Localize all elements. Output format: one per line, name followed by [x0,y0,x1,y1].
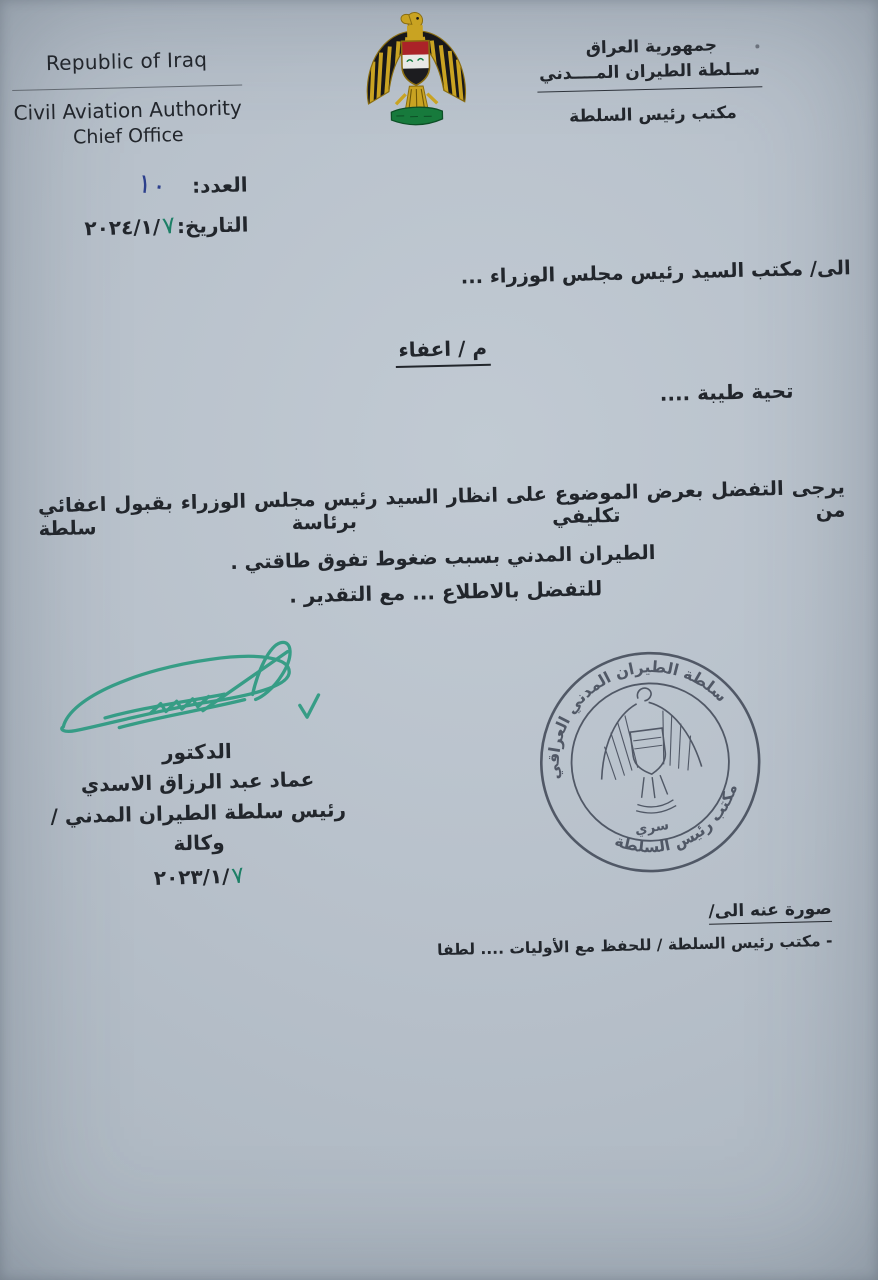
country-name-en: Republic of Iraq [45,47,208,76]
number-label: العدد: [191,172,248,198]
english-letterhead [11,47,243,150]
stamp-center-word: سري [633,817,671,839]
authority-name-ar: ســلطة الطيران المــــدني [537,57,763,93]
handwritten-date-day: ٧ [160,210,177,241]
signatory-position: رئيس سلطة الطيران المدني / وكالة [50,797,347,856]
closing-line: للتفضل بالاطلاع ... مع التقدير . [288,576,603,608]
greeting-line: تحية طيبة .... [659,378,794,406]
body-line-2: الطيران المدني بسبب ضغوط تفوق طاقتي . [230,540,656,574]
stamp-bottom-arc-text: مكتب رئيس السلطة [612,781,742,857]
official-round-stamp [531,642,770,881]
stamp-eagle-icon [591,682,707,819]
handwritten-number: ١٠ [135,167,168,203]
reference-number-row [42,167,248,203]
country-name-ar: جمهورية العراق [585,35,718,59]
reference-block [42,167,249,242]
arabic-letterhead [538,32,763,130]
office-name-en: Chief Office [72,123,184,149]
body-line-1: يرجى التفضل بعرض الموضوع على انظار السيد رئيس مجلس الوزراء بقبول اعفائي من تكليفي برئاسة سلطة [37,475,846,541]
authority-name-en: Civil Aviation Authority [13,95,243,125]
signature-month-year: ٢٠٢٣/١/ [153,863,230,890]
cc-item: - مكتب رئيس السلطة / للحفظ مع الأوليات .... لطفا [436,931,833,960]
reference-date-row [43,209,249,242]
scan-speck [755,44,759,48]
svg-text:مكتب رئيس السلطة [607,776,755,878]
date-month-year: ٢٠٢٤/١/ [84,214,161,241]
signatory-block [21,733,377,899]
office-name-ar: مكتب رئيس السلطة [568,103,738,128]
addressee-line: الى/ مكتب السيد رئيس مجلس الوزراء ... [460,256,851,289]
signatory-title: الدكتور [161,738,233,765]
cc-heading: صورة عنه الى/ [708,899,832,925]
handwritten-signature-day: ٧ [229,861,246,890]
stamp-top-arc-text: سلطة الطيران المدني العراقي [543,656,732,781]
svg-text:سلطة الطيران المدني العراقي [531,642,735,786]
date-label: التاريخ: [176,212,249,239]
subject-line: م / اعفاء [395,336,490,368]
letterhead-divider [12,85,242,91]
signatory-name: عماد عبد الرزاق الاسدي [80,767,315,797]
signatory-date-row [23,855,376,898]
cc-block [436,899,833,959]
body-paragraph [38,475,847,578]
iraq-coat-of-arms-icon [360,4,471,133]
